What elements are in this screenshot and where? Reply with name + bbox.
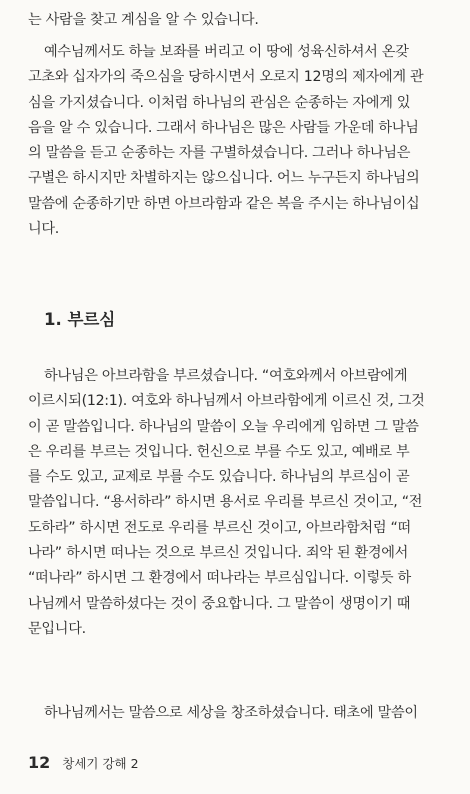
text-line: 하나님은 아브라함을 부르셨습니다. “여호와께서 아브람에게 [44,368,408,384]
text-line: “떠나라” 하시면 그 환경에서 떠나라는 부르심입니다. 이렇듯 하 [28,570,411,587]
text-line: 은 우리를 부르는 것입니다. 헌신으로 부를 수도 있고, 예배로 부 [28,443,410,460]
text-line: 문입니다. [28,620,86,637]
text-line: 나님께서 말씀하셨다는 것이 중요합니다. 그 말씀이 생명이기 때 [28,595,411,612]
text-line: 말씀입니다. “용서하라” 하시면 용서로 우리를 부르신 것이고, “전 [28,494,423,511]
text-line: 이르시되(12:1). 여호와 하나님께서 아브라함에게 이르신 것, 그것 [28,393,425,410]
page-number: 12 [28,753,51,772]
text-line: 의 말씀을 듣고 순종하는 자를 구별하셨습니다. 그러나 하나님은 [28,145,411,162]
text-line: 를 수도 있고, 교제로 부를 수도 있습니다. 하나님의 부르심이 곧 [28,469,410,486]
text-line: 나라” 하시면 떠나는 것으로 부르신 것입니다. 죄악 된 환경에서 [28,545,409,562]
text-line: 말씀에 순종하기만 하면 아브라함과 같은 복을 주시는 하나님이십 [28,195,420,212]
text-line: 니다. [28,221,60,238]
paragraph-jesus-focus [28,40,444,242]
text-line: 하나님께서는 말씀으로 세상을 창조하셨습니다. 태초에 말씀이 [44,705,418,721]
text-line: 이 곧 말씀입니다. 하나님의 말씀이 오늘 우리에게 임하면 그 말씀 [28,418,419,435]
text-line: 는 사람을 찾고 계심을 알 수 있습니다. [28,12,259,28]
paragraph-continuation [28,8,444,33]
section-heading: 1. 부르심 [44,310,116,329]
page-footer [28,753,139,772]
text-line: 예수님께서도 하늘 보좌를 버리고 이 땅에 성육신하셔서 온갖 [44,44,409,60]
text-line: 음을 알 수 있습니다. 그래서 하나님은 많은 사람들 가운데 하나님 [28,119,419,136]
paragraph-calling [28,364,444,642]
book-title: 창세기 강해 2 [62,756,139,771]
paragraph-creation [28,701,444,726]
text-line: 구별은 하시지만 차별하지는 않으십니다. 어느 누구든지 하나님의 [28,170,420,187]
text-line: 도하라” 하시면 전도로 우리를 부르신 것이고, 아브라함처럼 “떠 [28,519,411,536]
text-line: 심을 가지셨습니다. 이처럼 하나님의 관심은 순종하는 자에게 있 [28,94,411,111]
text-line: 고초와 십자가의 죽으심을 당하시면서 오로지 12명의 제자에게 관 [28,69,424,86]
